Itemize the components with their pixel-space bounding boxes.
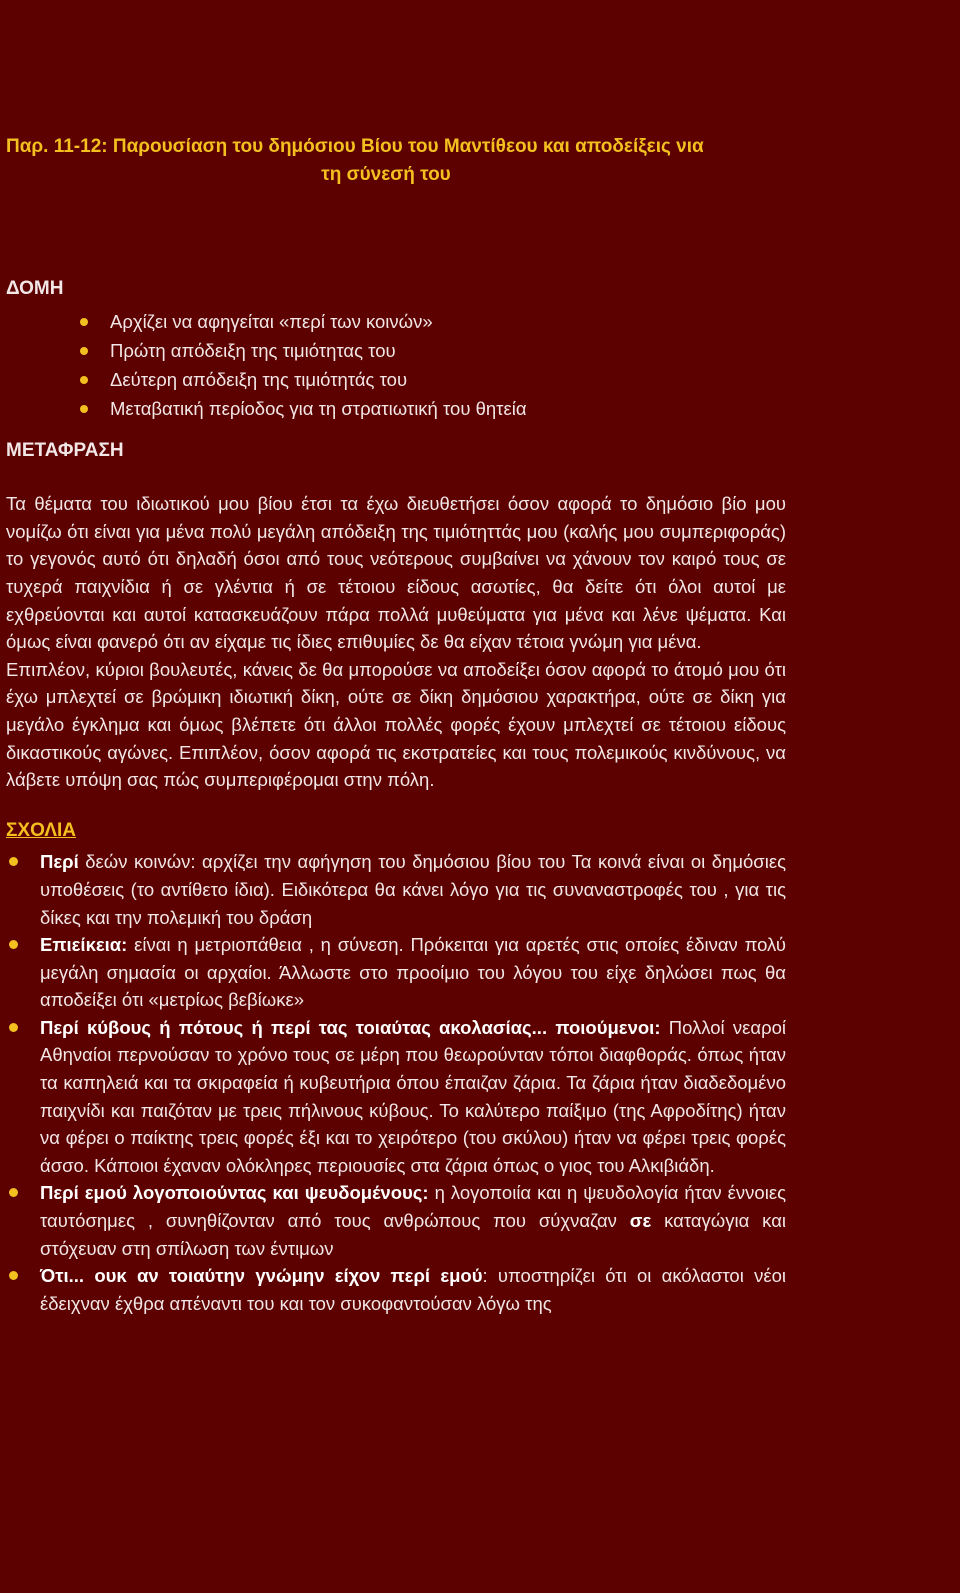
translation-paragraph: Τα θέματα του ιδιωτικού μου βίου έτσι τα έχω διευθετήσει όσον αφορά το δημόσιο βίο μου νομίζω ότι είναι για μένα πολύ μεγάλη απόδειξη της τιμιότηττάς μου (καλής μου συμπεριφοράς) το γεγονός αυτό ότι δηλαδή όσοι από τους νεότερους συμβαίνει να χάνουν τον καιρό τους σε τυχερά παιχνίδια ή σε γλέντια ή σε τέτοιου είδους ασωτίες, θα δείτε ότι όλοι αυτοί με εχθρεύονται και αυτοί κατασκευάζουν πάρα πολλά μυθεύματα για μένα και λένε ψέματα. Και όμως είναι φανερό ότι αν είχαμε τις ίδιες επιθυμίες δε θα είχαν τέτοια γνώμη για μένα. [6, 493, 786, 653]
note-text: Πολλοί νεαροί Αθηναίοι περνούσαν το χρόνο τους σε μέρη που θεωρούνταν τόποι διαφθοράς. όπως ήταν τα καπηλειά και τα σκιραφεία ή κυβευτήρια όπου έπαιζαν ζάρια. Τα ζάρια ήταν διαδεδομένο παιχνίδι και παιζόταν με τρεις πήλινους κύβους. Το καλύτερο παίξιμο (της Αφροδίτης) ήταν να φέρει ο παίκτης τρεις φορές έξι και το χειρότερο (του σκύλου) ήταν να φέρει τρεις φορές άσσο. Κάποιοι έχαναν ολόκληρες περιουσίες στα ζάρια όπως ο γιος του Αλκιβιάδη. [40, 1016, 787, 1176]
page-title [6, 133, 766, 189]
note-item [40, 1014, 786, 1180]
page-title-line-1: Παρ. 11-12: Παρουσίαση του δημόσιου Βίου του Μαντίθεου και αποδείξεις νια [6, 136, 704, 157]
translation-heading: ΜΕΤΑΦΡΑΣΗ [6, 439, 124, 461]
note-text: είναι η μετριοπάθεια , η σύνεση. Πρόκειται για αρετές στις οποίες έδιναν πολύ μεγάλη σημασία οι αρχαίοι. Άλλωστε στο προοίμιο του λόγου του είχε δηλώσει πως θα αποδείξει ότι «μετρίως βεβίωκε» [40, 934, 786, 1011]
structure-item: Πρώτη απόδειξη της τιμιότητας του [110, 336, 786, 365]
translation-body [6, 490, 786, 794]
note-text: δεών κοινών: αρχίζει την αφήγηση του δημόσιου βίου του Τα κοινά είναι οι δημόσιες υποθέσεις (το αντίθετο ίδια). Ειδικότερα θα κάνει λόγο για τις συναναστροφές του , για τις δίκες και την πολεμική του δράση [40, 851, 786, 928]
note-term: Επιείκεια: [40, 934, 128, 956]
note-item [40, 848, 786, 931]
note-item [40, 931, 786, 1014]
note-item [40, 1179, 786, 1262]
note-term: Ότι... ουκ αν τοιαύτην γνώμην είχον περί εμού [40, 1265, 483, 1287]
note-term: Περί εμού λογοποιούντας και ψευδομένους: [40, 1182, 429, 1204]
notes-list [6, 848, 786, 1317]
structure-item: Αρχίζει να αφηγείται «περί των κοινών» [110, 307, 786, 336]
note-term: Περί κύβους ή πότους ή περί τας τοιαύτας ακολασίας... ποιούμενοι: [40, 1016, 661, 1038]
note-item [40, 1262, 786, 1317]
structure-item: Μεταβατική περίοδος για τη στρατιωτική του θητεία [110, 394, 786, 423]
page-title-line-2: τη σύνεσή του [321, 164, 451, 185]
note-text: : υποστηρίζει ότι οι ακόλαστοι νέοι έδειχναν έχθρα απέναντι του και τον συκοφαντούσαν λόγω της [40, 1265, 786, 1314]
note-bold-word: σε [629, 1210, 652, 1232]
translation-paragraph: Επιπλέον, κύριοι βουλευτές, κάνεις δε θα μπορούσε να αποδείξει όσον αφορά το άτομό μου ότι έχω μπλεχτεί σε βρώμικη ιδιωτική δίκη, ούτε σε δίκη δημόσιου χαρακτήρα, ούτε σε δίκη για μεγάλο έγκλημα και όμως βλέπετε ότι άλλοι πολλές φορές έχουν μπλεχτεί σε τέτοιου είδους δικαστικούς αγώνες. Επιπλέον, όσον αφορά τις εκστρατείες και τους πολεμικούς κινδύνους, να λάβετε υπόψη σας πώς συμπεριφέρομαι στην πόλη. [6, 658, 786, 791]
note-tail: καταγώγια και στόχευαν στη σπίλωση των έντιμων [40, 1210, 786, 1259]
structure-heading: ΔΟΜΗ [6, 278, 64, 299]
note-text: η λογοποιία και η ψευδολογία ήταν έννοιες ταυτόσημες , συνηθίζονταν από τους ανθρώπους που σύχναζαν [40, 1182, 786, 1232]
notes-heading: ΣΧΟΛΙΑ [6, 819, 77, 841]
structure-list [6, 307, 786, 423]
structure-item: Δεύτερη απόδειξη της τιμιότητάς του [110, 365, 786, 394]
note-term: Περί [40, 851, 79, 873]
